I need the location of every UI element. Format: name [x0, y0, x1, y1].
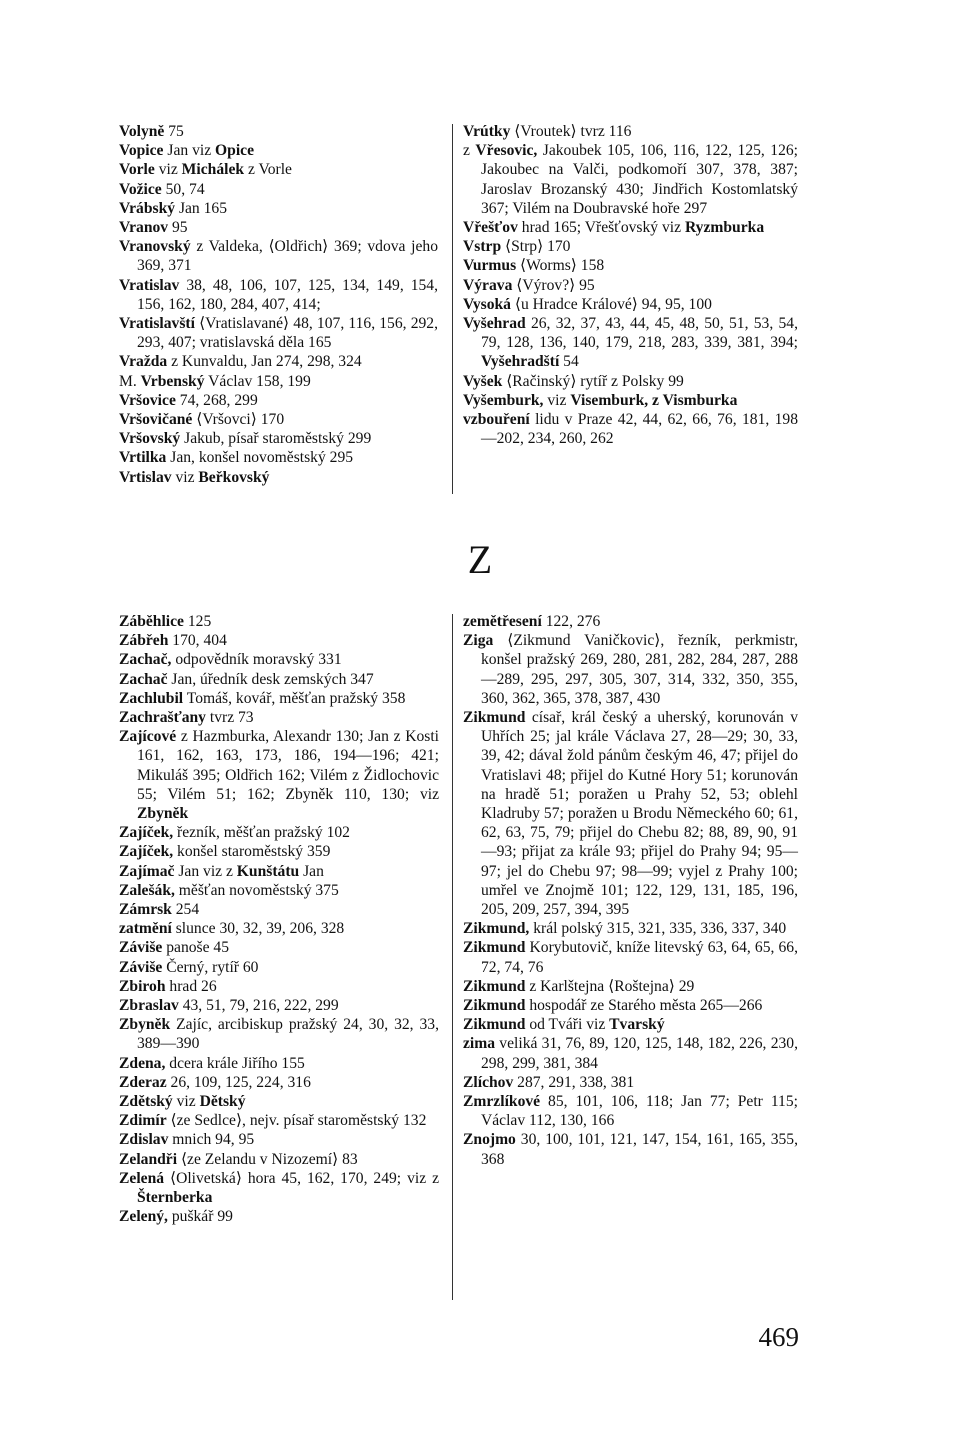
entry-headword: Zajíček,: [119, 843, 174, 861]
entry-headword: Výrava: [463, 276, 513, 294]
index-entry: [463, 708, 798, 919]
index-entry: [463, 276, 798, 295]
entry-headword: Vratislav: [119, 276, 180, 294]
index-entry: [119, 996, 439, 1015]
entry-headword: Zbiroh: [119, 977, 166, 995]
entry-text: M.: [119, 372, 141, 390]
entry-headword: Zachrašťany: [119, 709, 206, 727]
index-entry: [119, 429, 438, 448]
entry-headword: Zelená: [119, 1169, 165, 1187]
entry-text: mnich 94, 95: [168, 1131, 255, 1149]
entry-headword: Vorle: [119, 161, 155, 179]
entry-headword: zima: [463, 1035, 496, 1053]
entry-text: ⟨Strp⟩ 170: [501, 238, 571, 256]
index-entry: [463, 1015, 798, 1034]
index-column-top-left: [119, 122, 438, 487]
entry-text: Korybutovič, kníže litevský 63, 64, 65, 66, 72, 74, 76: [481, 939, 798, 976]
entry-headword: Vurmus: [463, 257, 517, 275]
page-number: 469: [758, 1322, 799, 1352]
entry-headword: Vstrp: [463, 238, 502, 256]
entry-text: Černý, rytíř 60: [162, 958, 259, 976]
index-entry: [119, 1092, 439, 1111]
index-entry: [463, 996, 798, 1015]
entry-text: lidu v Praze 42, 44, 62, 66, 76, 181, 198—202, 234, 260, 262: [481, 411, 798, 448]
entry-text: hrad 26: [165, 977, 217, 995]
entry-headword: Zikmund: [463, 709, 526, 727]
entry-text: 287, 291, 338, 381: [513, 1073, 635, 1091]
index-entry: [119, 708, 439, 727]
entry-text: viz: [154, 161, 182, 179]
index-entry: [119, 160, 438, 179]
index-entry: [463, 218, 798, 237]
index-entry: [463, 314, 798, 372]
index-entry: [119, 199, 438, 218]
index-entry: [463, 372, 798, 391]
index-entry: [119, 670, 439, 689]
index-entry: [119, 1054, 439, 1073]
entry-headword: Vysoká: [463, 295, 511, 313]
entry-headword: Vopice: [119, 142, 164, 160]
entry-headword: Zdislav: [119, 1131, 169, 1149]
entry-headword: Zikmund: [463, 1016, 526, 1034]
entry-text: Jan 165: [175, 199, 228, 217]
index-entry: [119, 977, 439, 996]
index-entry: [119, 1207, 439, 1226]
index-entry: [119, 352, 438, 371]
entry-text: slunce 30, 32, 39, 206, 328: [171, 920, 345, 938]
entry-text: Zajíc, arcibiskup pražský 24, 30, 32, 33, 389—390: [137, 1016, 439, 1053]
entry-text: 54: [559, 353, 579, 371]
entry-text: 122, 276: [541, 613, 601, 630]
entry-text: ⟨ze Sedlce⟩, nejv. písař staroměstský 132: [166, 1112, 427, 1130]
entry-text: Jan viz: [163, 142, 216, 160]
entry-headword: Záviše: [119, 958, 163, 976]
entry-headword: Vršovice: [119, 391, 176, 409]
entry-text: ⟨Zikmund Vaničkovic⟩, řezník, perkmistr, konšel pražský 269, 280, 281, 282, 284, 287, 288—289, 295, 297, 305, 307, 314, 332, 350, 355, 360, 362, 365, 378, 387, 430: [481, 632, 798, 707]
entry-text: veliká 31, 76, 89, 120, 125, 148, 182, 226, 230, 298, 299, 381, 384: [481, 1035, 798, 1072]
entry-headword: Zajíček,: [119, 824, 174, 842]
index-entry: [119, 391, 438, 410]
index-entry: [463, 1130, 798, 1168]
entry-headword: vzbouření: [463, 411, 530, 429]
entry-headword: Zajímač: [119, 862, 175, 880]
entry-text: ⟨Račinský⟩ rytíř z Polsky 99: [502, 372, 684, 390]
entry-headword: Ziga: [463, 632, 494, 650]
entry-headword: Dětský: [199, 1093, 246, 1111]
index-entry: [119, 468, 438, 487]
entry-text: král polský 315, 321, 335, 336, 337, 340: [529, 920, 787, 938]
entry-headword: Zderaz: [119, 1073, 167, 1091]
index-entry: [463, 612, 798, 631]
entry-text: Tomáš, kovář, měšťan pražský 358: [183, 689, 406, 707]
index-entry: [119, 122, 438, 141]
entry-headword: Vrtislav: [119, 468, 172, 486]
entry-headword: Zbraslav: [119, 997, 179, 1015]
index-entry: [119, 631, 439, 650]
index-entry: [119, 314, 438, 352]
entry-headword: Zachač,: [119, 651, 172, 669]
entry-text: 254: [171, 901, 200, 919]
entry-headword: Opice: [215, 142, 255, 160]
column-divider-top: [452, 124, 453, 494]
entry-headword: Zajícové: [119, 728, 177, 746]
entry-headword: Vřešťov: [463, 219, 518, 237]
index-entry: [119, 141, 438, 160]
entry-text: Jan, konšel novoměstský 295: [166, 449, 354, 467]
entry-text: 170, 404: [168, 632, 227, 650]
entry-text: 75: [164, 123, 184, 140]
index-entry: [463, 1092, 798, 1130]
index-column-bottom-left: [119, 612, 439, 1227]
entry-text: ⟨u Hradce Králové⟩ 94, 95, 100: [510, 295, 712, 313]
index-entry: [119, 727, 439, 823]
entry-headword: Zdětský: [119, 1093, 173, 1111]
index-entry: [463, 919, 798, 938]
index-entry: [119, 958, 439, 977]
entry-text: 95: [168, 219, 188, 237]
entry-headword: Michálek: [181, 161, 245, 179]
entry-text: Jakub, písař staroměstský 299: [180, 430, 372, 448]
index-entry: [119, 689, 439, 708]
entry-headword: Vožice: [119, 180, 162, 198]
entry-text: měšťan novoměstský 375: [174, 881, 339, 899]
entry-headword: zemětřesení: [463, 613, 542, 630]
entry-headword: Zbyněk: [137, 805, 189, 823]
entry-headword: Zmrzlíkové: [463, 1093, 541, 1111]
index-entry: [119, 448, 438, 467]
entry-text: z Kunvaldu, Jan 274, 298, 324: [167, 353, 362, 371]
entry-text: puškář 99: [167, 1208, 233, 1226]
index-entry: [463, 1034, 798, 1072]
entry-headword: Vyšehrad: [463, 315, 526, 333]
entry-headword: Tvarský: [609, 1016, 665, 1034]
entry-text: ⟨Vršovci⟩ 170: [192, 411, 285, 429]
entry-text: z Karlštejna ⟨Roštejna⟩ 29: [525, 977, 695, 995]
entry-text: 125: [183, 613, 212, 630]
entry-headword: Šternberka: [137, 1189, 213, 1207]
entry-text: z: [463, 142, 476, 160]
entry-headword: Vrábský: [119, 199, 176, 217]
entry-text: Jan: [299, 862, 324, 880]
index-entry: [119, 180, 438, 199]
index-entry: [463, 391, 798, 410]
entry-text: ⟨Olivetská⟩ hora 45, 162, 170, 249; viz z: [164, 1169, 439, 1187]
index-entry: [119, 881, 439, 900]
entry-text: císař, král český a uherský, korunován v Uhřích 25; jal krále Václava 27, 28—29; 30, 33, 39, 42; dával žold pánům českým 46, 47; přijel do Vratislavi 48; přijel do Kutné Hory 51; korunován na hradě 51; poražen u Prahy 52, 53; oblehl Kladruby 57; poražen u Brodu Německého 60; 61, 62, 63, 75, 79; přijel do Chebu 82; 88, 89, 90, 91—93; přijat za krále 93; přijel do Prahy 94; 95—97; jel do Chebu 97; 98—99; vyjel z Prahy 100; umřel ve Znojmě 101; 122, 129, 131, 185, 196, 205, 209, 257, 394, 395: [481, 709, 798, 919]
entry-text: ⟨Vratislavané⟩ 48, 107, 116, 156, 292, 293, 407; vratislavská děla 165: [137, 315, 438, 352]
entry-headword: Zikmund: [463, 977, 526, 995]
entry-headword: Beřkovský: [198, 468, 270, 486]
index-entry: [463, 256, 798, 275]
entry-headword: Vranov: [119, 219, 169, 237]
index-entry: [463, 141, 798, 218]
entry-headword: Vršovičané: [119, 411, 193, 429]
index-entry: [463, 1073, 798, 1092]
entry-text: 26, 109, 125, 224, 316: [166, 1073, 311, 1091]
entry-text: 38, 48, 106, 107, 125, 134, 149, 154, 156, 162, 180, 284, 407, 414;: [137, 276, 438, 313]
entry-headword: Vrútky: [463, 123, 511, 140]
index-column-bottom-right: [463, 612, 798, 1169]
entry-text: 74, 268, 299: [175, 391, 258, 409]
entry-headword: Vražda: [119, 353, 168, 371]
entry-text: Jan viz z: [174, 862, 237, 880]
entry-text: 50, 74: [161, 180, 205, 198]
entry-text: tvrz 73: [205, 709, 254, 727]
entry-text: 30, 100, 101, 121, 147, 154, 161, 165, 355, 368: [481, 1131, 798, 1168]
entry-headword: Zachač: [119, 670, 168, 688]
index-entry: [119, 1130, 439, 1149]
entry-text: konšel staroměstský 359: [173, 843, 331, 861]
entry-headword: Vyšehradští: [481, 353, 560, 371]
entry-headword: Záběhlice: [119, 613, 184, 630]
entry-headword: Vřesovic,: [475, 142, 538, 160]
entry-headword: Zelený,: [119, 1208, 168, 1226]
index-entry: [119, 276, 438, 314]
index-entry: [119, 862, 439, 881]
entry-text: odpovědník moravský 331: [171, 651, 342, 669]
entry-text: ⟨Worms⟩ 158: [516, 257, 605, 275]
entry-text: od Tváři viz: [525, 1016, 610, 1034]
entry-headword: Záviše: [119, 939, 163, 957]
entry-headword: Vyšemburk,: [463, 391, 544, 409]
index-entry: [119, 372, 438, 391]
index-entry: [463, 631, 798, 708]
index-entry: [119, 823, 439, 842]
entry-headword: Kunštátu: [236, 862, 300, 880]
entry-headword: Zachlubil: [119, 689, 184, 707]
entry-text: 85, 101, 106, 118; Jan 77; Petr 115; Václav 112, 130, 166: [481, 1093, 798, 1130]
index-entry: [119, 919, 439, 938]
index-entry: [463, 122, 798, 141]
entry-text: ⟨Vroutek⟩ tvrz 116: [510, 123, 632, 140]
entry-headword: Vrbenský: [140, 372, 205, 390]
entry-headword: Volyně: [119, 123, 165, 140]
entry-text: hrad 165; Vřešťovský viz: [517, 219, 685, 237]
index-entry: [119, 1073, 439, 1092]
entry-headword: Vršovský: [119, 430, 181, 448]
entry-headword: Zbyněk: [119, 1016, 171, 1034]
index-entry: [119, 650, 439, 669]
entry-text: Jan, úředník desk zemských 347: [167, 670, 374, 688]
entry-headword: Zábřeh: [119, 632, 169, 650]
entry-text: 43, 51, 79, 216, 222, 299: [178, 997, 339, 1015]
index-entry: [119, 612, 439, 631]
entry-headword: Zikmund: [463, 939, 526, 957]
index-entry: [119, 1150, 439, 1169]
entry-text: řezník, měšťan pražský 102: [173, 824, 350, 842]
entry-text: z Hazmburka, Alexandr 130; Jan z Kosti 161, 162, 163, 173, 186, 194—196; 421; Mikuláš 395; Oldřich 162; Vilém z Židlochovic 55; Vilém 51; 162; Zbyněk 110, 130; viz: [137, 728, 439, 803]
entry-headword: Zlíchov: [463, 1073, 514, 1091]
index-entry: [463, 977, 798, 996]
index-entry: [463, 938, 798, 976]
index-entry: [119, 1111, 439, 1130]
entry-text: ⟨ze Zelandu v Nizozemí⟩ 83: [177, 1150, 358, 1168]
section-letter: Z: [467, 537, 493, 582]
entry-headword: Zikmund: [463, 997, 526, 1015]
entry-headword: Zdena,: [119, 1054, 166, 1072]
index-entry: [119, 900, 439, 919]
column-divider-bottom: [452, 614, 453, 1300]
entry-text: viz: [171, 468, 199, 486]
index-entry: [463, 410, 798, 448]
index-entry: [119, 218, 438, 237]
index-entry: [119, 938, 439, 957]
entry-text: hospodář ze Starého města 265—266: [525, 997, 763, 1015]
entry-headword: Ryzmburka: [684, 219, 765, 237]
index-entry: [119, 1015, 439, 1053]
entry-headword: zatmění: [119, 920, 172, 938]
index-entry: [119, 410, 438, 429]
entry-text: Václav 158, 199: [204, 372, 311, 390]
entry-headword: Zelandři: [119, 1150, 178, 1168]
entry-text: Jakoubek 105, 106, 116, 122, 125, 126; Jakoubec na Valči, podkomoří 307, 378, 387; Jaroslav Brozanský 430; Jindřich Kostomlatský 367; Vilém na Doubravské hoře 297: [481, 142, 798, 217]
entry-text: 26, 32, 37, 43, 44, 45, 48, 50, 51, 53, 54, 79, 128, 136, 140, 179, 218, 283, 339, 381, 394;: [481, 315, 798, 352]
entry-headword: Zámrsk: [119, 901, 172, 919]
entry-headword: Visemburk, z Vismburka: [570, 391, 738, 409]
entry-headword: Vrtilka: [119, 449, 167, 467]
entry-text: viz: [172, 1093, 200, 1111]
index-entry: [463, 295, 798, 314]
entry-text: z Vorle: [244, 161, 292, 179]
entry-headword: Vyšek: [463, 372, 503, 390]
entry-text: z Valdeka, ⟨Oldřich⟩ 369; vdova jeho 369, 371: [137, 238, 438, 275]
index-column-top-right: [463, 122, 798, 448]
entry-headword: Znojmo: [463, 1131, 516, 1149]
index-entry: [119, 1169, 439, 1207]
index-entry: [119, 237, 438, 275]
entry-headword: Zalešák,: [119, 881, 175, 899]
entry-text: dcera krále Jiřího 155: [165, 1054, 305, 1072]
entry-headword: Zdimír: [119, 1112, 167, 1130]
index-entry: [463, 237, 798, 256]
index-entry: [119, 842, 439, 861]
entry-text: panoše 45: [162, 939, 230, 957]
entry-headword: Vranovský: [119, 238, 191, 256]
entry-headword: Vratislavští: [119, 315, 195, 333]
entry-text: viz: [543, 391, 571, 409]
entry-headword: Zikmund,: [463, 920, 530, 938]
entry-text: ⟨Výrov?⟩ 95: [512, 276, 595, 294]
